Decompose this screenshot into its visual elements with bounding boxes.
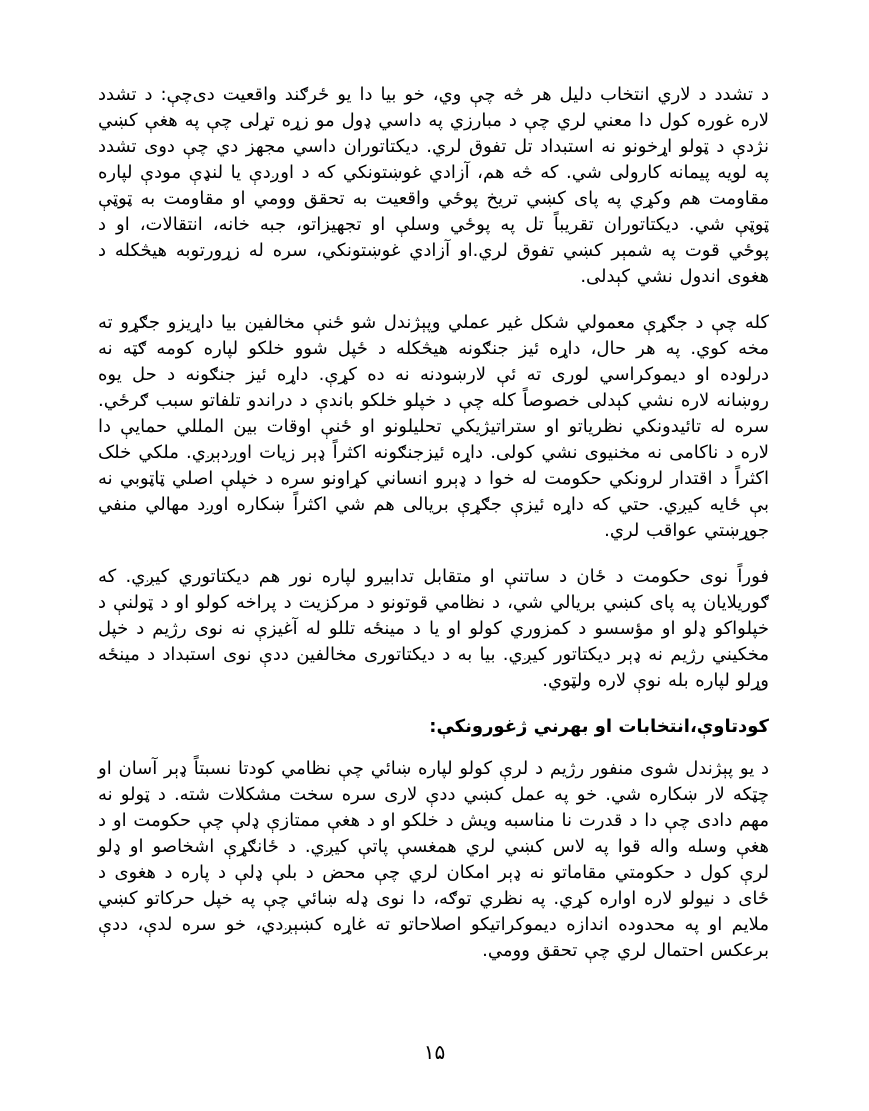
page-number: ۱۵ [423,1040,446,1064]
paragraph-military-coup: د يو پېژندل شوی منفور رژيم د لرې کولو لپاره ښائي چې نظامي کودتا نسبتاً ډېر آسان او چټکه لار ښکاره شي. خو په عمل کښي ددې لاری سره سخت مشکلات شته. د ټولو نه مهم دادی چې دا د قدرت نا مناسبه ويش د خلکو او د هغې ممتازې ډلې چې حکومت او د هغې وسله واله قوا په لاس کښي لري همغسې پاتې کيږي. د ځانګړې اشخاصو او ډلو لرې کول د حکومتي مقاماتو نه ډېر امکان لري چې محض د بلې ډلې د پاره د هغوی د ځای د نيولو لاره اواره کړي. په نظري توګه، دا نوی ډله ښائي چې په خپل حرکاتو کښي ملايم او په محدوده اندازه ديموکراتيکو اصلاحاتو ته غاړه کښېږدي، خو سره لدې، ددې برعکس احتمال لري چې تحقق وومي. [98,758,769,961]
paragraph-new-government: فوراً نوی حکومت د ځان د ساتنې او متقابل تدابيرو لپاره نور هم ديکتاتوري کيږي. که ګوريلايان په پای کښي بريالي شي، د نظامي قوتونو د مرکزيت د پراخه کولو او د ټولنې د خپلواکو ډلو او مؤسسو د کمزوري کولو او يا د مينځه تللو له آغيزې نه نوی رژيم د خپل مخکيني رژيم نه ډېر ديکتاتور کيږي. بيا به د ديکتاتوری مخالفين ددې نوی استبداد د مينځه وړلو لپاره بله نوې لاره ولټوي. [98,566,769,691]
paragraph-guerrilla-warfare: کله چې د جګړې معمولي شکل غير عملي وپېژندل شو ځنې مخالفين بيا داړيزو جګړو ته مخه کوي. په هر حال، داړه ئيز جنګونه هيڅکله د ځپل شوو خلکو لپاره کومه ګټه نه درلوده او ديموکراسي لوری ته ئې لارښودنه نه ده کړې. داړه ئيز جنګونه د حل يوه روښانه لاره نشي کېدلی خصوصاً کله چې د خپلو خلکو باندې د دراندو تلفاتو سبب ګرځي. سره له تائيدونکي نظرياتو او ستراتيژيکي تحليلونو او ځنې اوقات بين المللي حمايې دا لاره د ناکامی نه مخنيوی نشي کولی. داړه ئيزجنګونه اکثراً ډېر زيات اوږدېږي. ملکي خلک اکثراً د اقتدار لرونکي حکومت له خوا د ډېرو انساني کړاونو سره د خپلې اصلي ټاټوبي نه بې ځايه کيږي. حتي که داړه ئيزې جګړې بريالی هم شي اکثراً ښکاره اوږد مهالي منفي جوړښتي عواقب لري. [98,312,769,541]
paragraph-violence-choice: د تشدد د لاري انتخاب دليل هر څه چې وي، خو بيا دا يو ځرګند واقعيت دی‌چې: د تشدد لاره غوره کول دا معني لري چې د مبارزي په داسي ډول مو زړه تړلی چې په هغې کښي نژدې د ټولو اړخونو نه استبداد تل تفوق لري. ديکتاتوران داسي مجهز دي چې دوی تشدد په لويه پيمانه کارولی شي. که څه هم، آزادي غوښتونکي که د اوږدې يا لنډې مودې لپاره مقاومت هم وکړي په پای کښي تريخ پوځي واقعيت به تحقق وومي او مقاومت به ټوټې ټوټې شي. ديکتاتوران تقريباً تل په پوځي وسلې او تجهيزاتو، جبه خانه، انتقالات، او د پوځي قوت په شمېر کښي تفوق لري.او آزادي غوښتونکي، سره له زړورتوبه هيڅکله د هغوی اندول نشي کېدلی. [98,84,769,287]
section-heading: کودتاوې،انتخابات او بهرني ژغورونکې: [429,716,769,737]
